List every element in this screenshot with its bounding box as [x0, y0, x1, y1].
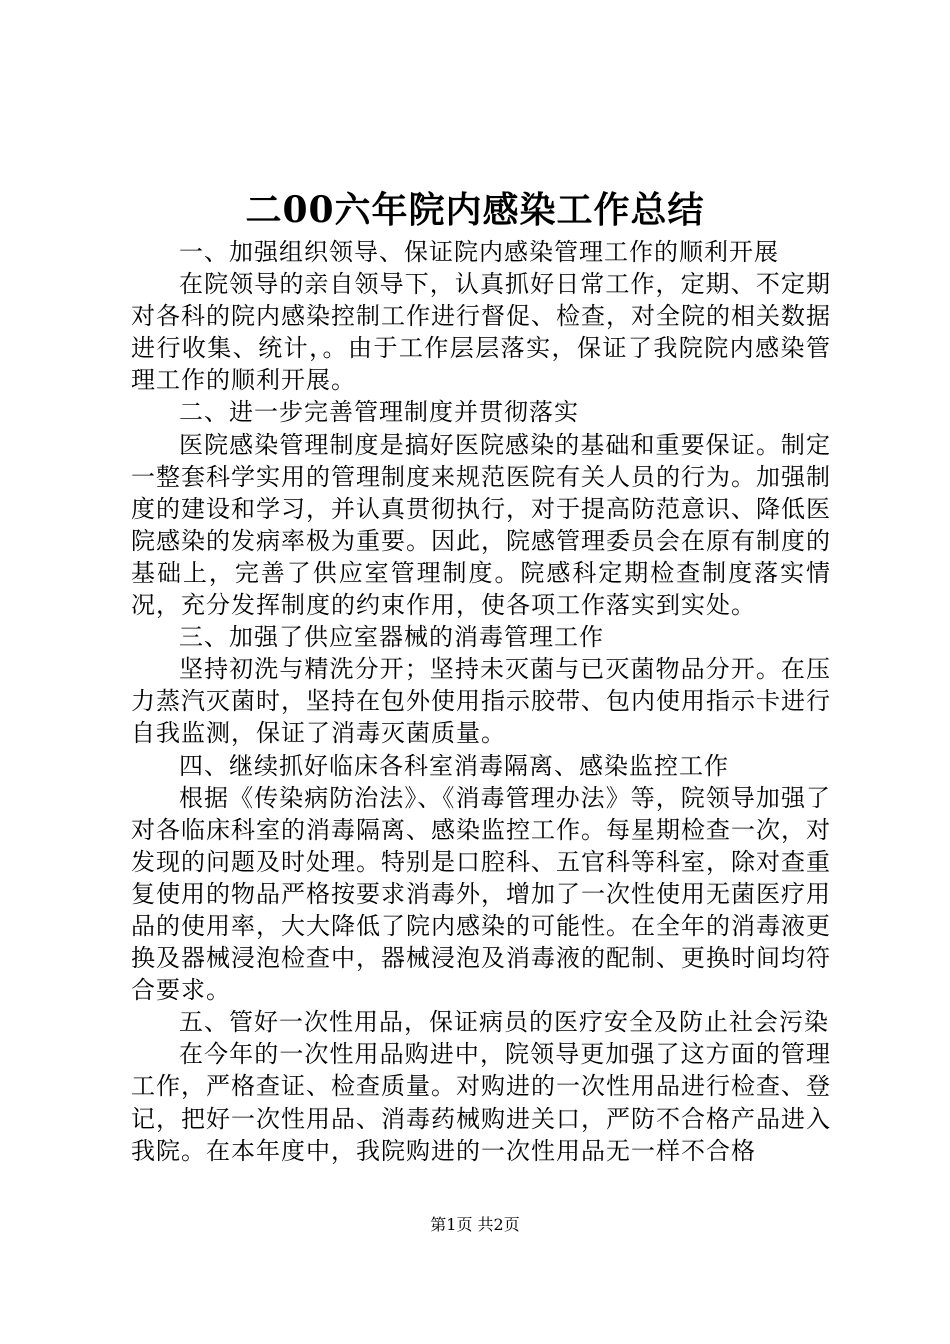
- document-title: 二00六年院内感染工作总结: [245, 189, 705, 231]
- section-heading-1: 一、加强组织领导、保证院内感染管理工作的顺利开展: [179, 238, 779, 266]
- page-footer: 第1页 共2页: [430, 1215, 520, 1234]
- paragraph-2: 医院感染管理制度是搞好医院感染的基础和重要保证。制定一整套科学实用的管理制度来规范医院有关人员的行为。加强制度的建设和学习，并认真贯彻执行，对于提高防范意识、降低医院感染的发病率极为重要。因此，院感管理委员会在原有制度的基础上，完善了供应室管理制度。院感科定期检查制度落实情况，充分发挥制度的约束作用，使各项工作落实到实处。: [131, 430, 831, 620]
- paragraph-3: 坚持初洗与精洗分开；坚持未灭菌与已灭菌物品分开。在压力蒸汽灭菌时，坚持在包外使用指示胶带、包内使用指示卡进行自我监测，保证了消毒灭菌质量。: [131, 655, 831, 748]
- section-heading-4: 四、继续抓好临床各科室消毒隔离、感染监控工作: [179, 751, 729, 780]
- section-heading-3: 三、加强了供应室器械的消毒管理工作: [179, 623, 604, 652]
- document-body: [131, 236, 831, 1167]
- section-heading-2: 二、进一步完善管理制度并贯彻落实: [179, 398, 579, 427]
- paragraph-1: 在院领导的亲自领导下，认真抓好日常工作，定期、不定期对各科的院内感染控制工作进行督促、检查，对全院的相关数据进行收集、统计，。由于工作层层落实，保证了我院院内感染管理工作的顺利开展。: [131, 270, 831, 395]
- paragraph-4: 根据《传染病防治法》、《消毒管理办法》等，院领导加强了对各临床科室的消毒隔离、感染监控工作。每星期检查一次，对发现的问题及时处理。特别是口腔科、五官科等科室，除对查重复使用的物品严格按要求消毒外，增加了一次性使用无菌医疗用品的使用率，大大降低了院内感染的可能性。在全年的消毒液更换及器械浸泡检查中，器械浸泡及消毒液的配制、更换时间均符合要求。: [131, 783, 831, 1005]
- paragraph-5: 在今年的一次性用品购进中，院领导更加强了这方面的管理工作，严格查证、检查质量。对购进的一次性用品进行检查、登记，把好一次性用品、消毒药械购进关口，严防不合格产品进入我院。在本年度中，我院购进的一次性用品无一样不合格: [131, 1040, 831, 1165]
- section-heading-5: 五、管好一次性用品，保证病员的医疗安全及防止社会污染: [179, 1008, 829, 1037]
